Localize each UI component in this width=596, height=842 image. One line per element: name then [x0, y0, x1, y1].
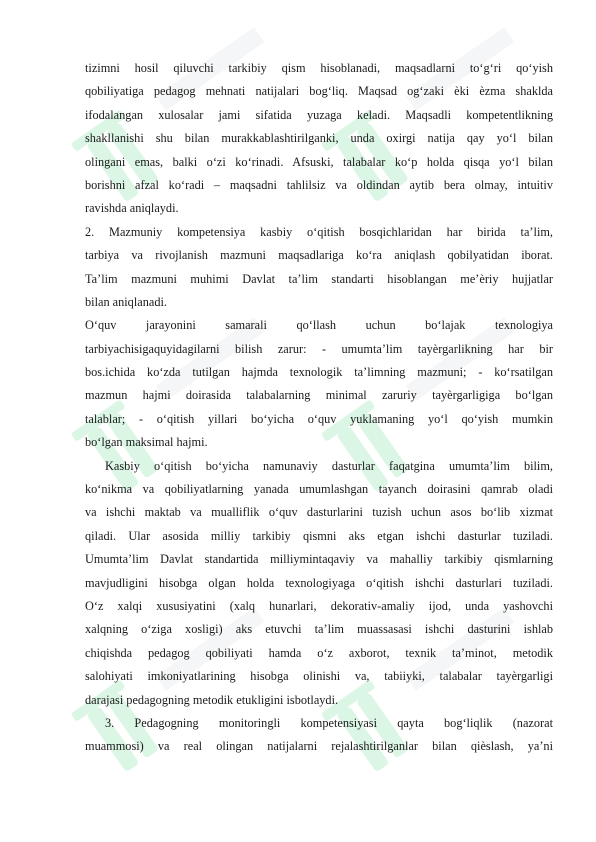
text-line: O‘z xalqi xususiyatini (xalq hunarlari, dekorativ-amaliy ijod, unda yashovchi [85, 598, 553, 613]
text-line: tizimni hosil qiluvchi tarkibiy qism hisoblanadi, maqsadlarni to‘g‘ri qo‘yish [85, 61, 553, 75]
text-line: qiladi. Ular asosida milliy tarkibiy qismni aks etgan ishchi dasturlar tuziladi. [85, 528, 553, 543]
text-line: Kasbiy o‘qitish bo‘yicha namunaviy dasturlar faqatgina umumta’lim bilim, [105, 458, 553, 473]
text-line: chiqishda pedagog qobiliyati hamda o‘z axborot, texnik ta’minot, metodik [85, 645, 553, 660]
text-line: xalqning o‘ziga xosligi) aks etuvchi ta’lim muassasasi ishchi dasturini ishlab [85, 622, 553, 637]
text-line: borishni afzal ko‘radi – maqsadni tahlilsiz va oldindan aytib bera olmay, intuitiv [85, 177, 553, 192]
text-line: ifodalangan xulosalar jami sifatida yuzaga keladi. Maqsadli kompetentlikning [85, 107, 553, 122]
text-line: ravishda aniqlaydi. [85, 201, 179, 216]
text-line: bos.ichida ko‘zda tutilgan hajmda texnologik ta’limning mazmuni; - ko‘rsatilgan [85, 365, 553, 380]
text-line: tarbiya va rivojlanish mazmuni maqsadlariga ko‘ra aniqlash qobilyatidan iborat. [85, 248, 553, 263]
text-line: 3. Pedagogning monitoringli kompetensiyasi qayta bog‘liqlik (nazorat [105, 715, 553, 730]
text-line: Umumta’lim Davlat standartida milliymintaqaviy va mahalliy tarkibiy qismlarning [85, 552, 553, 567]
text-line: mazmun hajmi doirasida talabalarning minimal zaruriy tayèrgarligiga bo‘lgan [85, 388, 553, 403]
text-line: muammosi) va real olingan natijalarni rejalashtirilganlar bilan qièslash, ya’ni [85, 739, 553, 754]
text-line: Ta’lim mazmuni muhimi Davlat ta’lim standarti hisoblangan me’èriy hujjatlar [85, 271, 553, 286]
text-line: tarbiyachisigaquyidagilarni bilish zarur: - umumta’lim tayèrgarlikning har bir [85, 341, 553, 356]
text-line: olingani emas, balki o‘zi ko‘rinadi. Afsuski, talabalar ko‘p holda qisqa yo‘l bilan [85, 154, 553, 169]
text-line: O‘quv jarayonini samarali qo‘llash uchun bo‘lajak texnologiya [85, 318, 553, 333]
text-line: 2. Mazmuniy kompetensiya kasbiy o‘qitish bosqichlaridan har birida ta’lim, [85, 224, 553, 239]
text-line: salohiyati imkoniyatlarining hisobga olinishi va, tabiiyki, talabalar tayèrgarligi [85, 669, 553, 684]
text-line: shakllanishi shu bilan murakkablashtirilganki, unda oxirgi natija qay yo‘l bilan [85, 131, 553, 146]
text-line: bilan aniqlanadi. [85, 294, 167, 309]
text-line: va ishchi maktab va mualliflik o‘quv dasturlarini tuzish uchun asos bo‘lib xizmat [85, 505, 553, 520]
body-text [85, 57, 553, 759]
text-line: mavjudligini hisobga olgan holda texnologiyaga o‘qitish ishchi dasturlari tuziladi. [85, 575, 553, 590]
text-line: talablar; - o‘qitish yillari bo‘yicha o‘quv yuklamaning yo‘l qo‘yish mumkin [85, 411, 553, 426]
text-line: ko‘nikma va qobiliyatlarning yanada umumlashgan tayanch doirasini qamrab oladi [85, 482, 553, 497]
text-line: qobiliyatiga pedagog mehnati natijalari bog‘liq. Maqsad og‘zaki èki èzma shaklda [85, 84, 553, 99]
text-line: bo‘lgan maksimal hajmi. [85, 435, 208, 450]
text-line: darajasi pedagogning metodik etukligini isbotlaydi. [85, 692, 339, 707]
